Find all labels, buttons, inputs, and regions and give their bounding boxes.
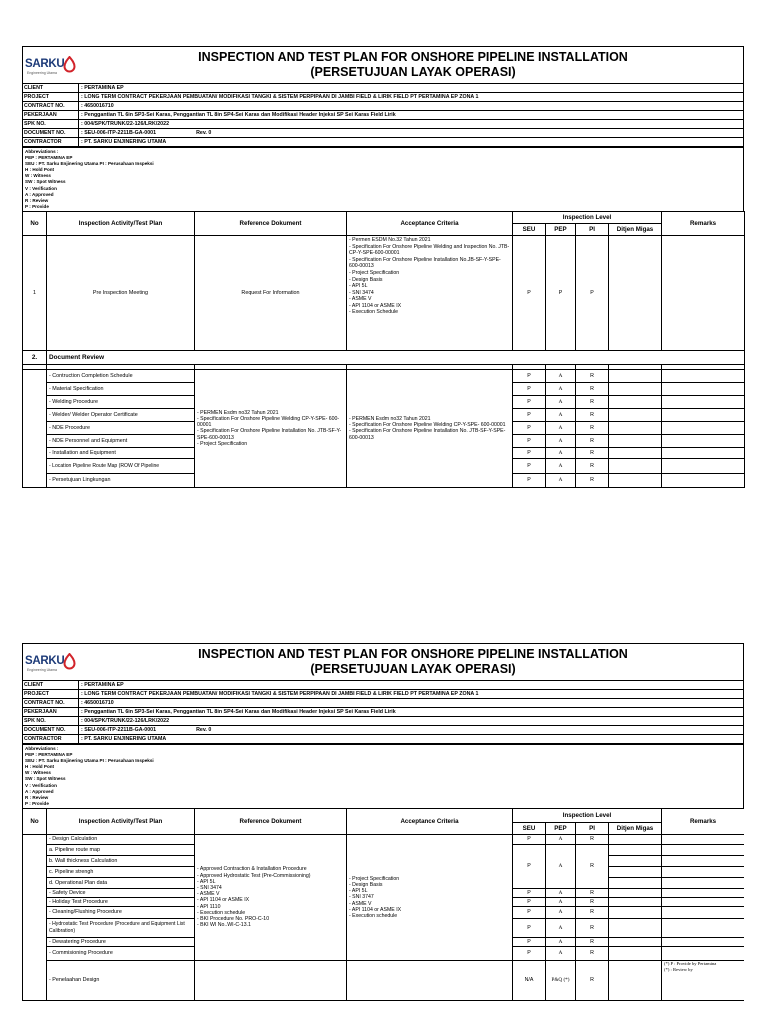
table-row: a. Pipeline route map P A R	[23, 844, 745, 855]
document-info	[22, 83, 744, 147]
info-row-spk: SPK NO. : 004/SPK/TRUNK/22-126/LRK/2022	[23, 717, 743, 726]
document-info	[22, 680, 744, 744]
col-seu: SEU	[513, 223, 546, 235]
table-row: - Welding Procedure P A R	[23, 395, 745, 408]
info-row-contractor: CONTRACTOR : PT. SARKU ENJINERING UTAMA	[23, 735, 743, 744]
col-activity: Inspection Activity/Test Plan	[47, 211, 195, 235]
flame-ring-icon	[63, 56, 76, 73]
info-row-spk: SPK NO. : 004/SPK/TRUNK/22-126/LRK/2022	[23, 120, 743, 129]
table-row: - Installation and Equipment P A R	[23, 447, 745, 458]
document-title: INSPECTION AND TEST PLAN FOR ONSHORE PIPELINE INSTALLATION (PERSETUJUAN LAYAK OPERASI)	[198, 647, 628, 676]
info-row-project: PROJECT : LONG TERM CONTRACT PEKERJAAN PEMBUATAN/ MODIFIKASI TANGKI & SISTEM PERPIPAAN DI JAMBI FIELD & LIRIK FIELD PT PERTAMINA EP ZONA 1	[23, 690, 743, 699]
info-row-contract: CONTRACT NO. : 4650016710	[23, 699, 743, 708]
table-row: - NDE Personnel and Equipment P A R	[23, 434, 745, 447]
info-row-contractor: CONTRACTOR : PT. SARKU ENJINERING UTAMA	[23, 138, 743, 147]
col-acceptance: Acceptance Criteria	[347, 808, 513, 834]
itp-table-page-2	[22, 808, 744, 1001]
document-title: INSPECTION AND TEST PLAN FOR ONSHORE PIPELINE INSTALLATION (PERSETUJUAN LAYAK OPERASI)	[198, 50, 628, 79]
table-row: - Dewatering Procedure P A R	[23, 937, 745, 946]
col-reference: Reference Dokument	[195, 808, 347, 834]
table-row: - Holiday Test Procedure P A R	[23, 897, 745, 906]
table-row: - NDE Procedure P A R	[23, 421, 745, 434]
table-row: 1 Pre Inspection Meeting Request For Information - Permen ESDM No.32 Tahun 2021 - Specification For Onshore Pipeline Welding and Inspection No. JTB-CP-Y-SPE-600-00001 - Specification For Onshore Pipeline Installation No.JB-SF-Y-SPE-600-00013 - Project Specification - Design Basis - API 5L - SNI 3474 - ASME V - API 1104 or ASME IX - Execution Schedule P P P	[23, 235, 745, 350]
table-row: c. Pipeline strengh	[23, 866, 745, 877]
table-row: - Location Pipeline Route Map (ROW Of Pipeline P A R	[23, 458, 745, 473]
abbreviations: Abbreviations : PEP : PERTAMINA EP SEU : PT. Sarku Enjinering Utama PI : Perusahaan Inspeksi H : Hold Pont W : Witness SW : Spot Witness V : Verification A : Approved R : Review P : Provide	[22, 147, 744, 211]
col-seu: SEU	[513, 822, 546, 834]
p2-reference-cell: - Approved Contraction & Installation Procedure - Approved Hydrostatic Test (Pre-Commissioning) - API 5L - SNI 3474 - ASME V - API 1104 or ASME IX - API 1110 - Execution schedule - BKI Procedure No. PRO-C-10 - BKI WI No..WI-C-13.1	[195, 834, 347, 960]
col-reference: Reference Dokument	[195, 211, 347, 235]
col-ditjen: Ditjen Migas	[609, 822, 662, 834]
itp-page-2	[22, 643, 744, 1024]
table-row: b. Wall thickness Calculation	[23, 855, 745, 866]
col-ditjen: Ditjen Migas	[609, 223, 662, 235]
info-row-document: DOCUMENT NO. : SEU-006-ITP-2211B-GA-0001 Rev. 0	[23, 129, 743, 138]
col-inspection-level: Inspection Level	[513, 211, 662, 223]
col-pi: PI	[576, 223, 609, 235]
sarku-logo: SARKU Engineering Utama	[25, 651, 79, 677]
info-row-client: CLIENT : PERTAMINA EP	[23, 681, 743, 690]
p2-acceptance-cell: - Project Specification - Design Basis - API 5L - SNI 3747 - ASME V - API 1104 or ASME IX - Execution schedule	[347, 834, 513, 960]
col-acceptance: Acceptance Criteria	[347, 211, 513, 235]
col-remarks: Remarks	[662, 211, 745, 235]
col-no: No	[23, 808, 47, 834]
col-activity: Inspection Activity/Test Plan	[47, 808, 195, 834]
table-row: - Commisioning Procedure P A R	[23, 946, 745, 960]
abbreviations: Abbreviations : PEP : PERTAMINA EP SEU : PT. Sarku Enjinering Utama PI : Perusahaan Inspeksi H : Hold Pont W : Witness SW : Spot Witness V : Verification A : Approved R : Review P : Provide	[22, 744, 744, 808]
document-header	[22, 643, 744, 680]
info-row-pekerjaan: PEKERJAAN : Penggantian TL 6in SP3-Sei Karas, Penggantian TL 8in SP4-Sei Karas dan Modifikasi Header Injeksi SP Sei Karas Field Lirik	[23, 708, 743, 717]
info-row-project: PROJECT : LONG TERM CONTRACT PEKERJAAN PEMBUATAN/ MODIFIKASI TANGKI & SISTEM PERPIPAAN DI JAMBI FIELD & LIRIK FIELD PT PERTAMINA EP ZONA 1	[23, 93, 743, 102]
flame-ring-icon	[63, 653, 76, 670]
table-row: - Cleaning/Flushing Procedure P A R	[23, 906, 745, 918]
col-pep: PEP	[546, 223, 576, 235]
table-row: - Safety Device P A R	[23, 888, 745, 897]
info-row-contract: CONTRACT NO. : 4650016710	[23, 102, 743, 111]
col-pep: PEP	[546, 822, 576, 834]
col-remarks: Remarks	[662, 808, 744, 834]
table-row: - Material Specification P A R	[23, 382, 745, 395]
table-row: - Hydrostatic Test Procedure (Procedure and Equipment List Calibration) P A R	[23, 918, 745, 937]
sarku-logo: SARKU Engineering Utama	[25, 54, 79, 80]
info-row-document: DOCUMENT NO. : SEU-006-ITP-2211B-GA-0001 Rev. 0	[23, 726, 743, 735]
table-row: - Persetujuan Lingkungan P A R	[23, 473, 745, 487]
table-row: - Design Calculation - Approved Contraction & Installation Procedure - Approved Hydrostatic Test (Pre-Commissioning) - API 5L - SNI 3474 - ASME V - API 1104 or ASME IX - API 1110 - Execution schedule - BKI Procedure No. PRO-C-10 - BKI WI No..WI-C-13.1 - Project Specification - Design Basis - API 5L - SNI 3747 - ASME V - API 1104 or ASME IX - Execution schedule P A R	[23, 834, 745, 844]
table-row: - Welder/ Welder Operator Certificate P A R	[23, 408, 745, 421]
table-row: - Penelaahan Design N/A P&Q (*) R (*) P : Provide by Pertamina (*) : Review by	[23, 960, 745, 1000]
col-no: No	[23, 211, 47, 235]
itp-page-1	[22, 46, 744, 531]
document-header	[22, 46, 744, 83]
info-row-pekerjaan: PEKERJAAN : Penggantian TL 6in SP3-Sei Karas, Penggantian TL 8in SP4-Sei Karas dan Modifikasi Header Injeksi SP Sei Karas Field Lirik	[23, 111, 743, 120]
itp-table-page-1	[22, 211, 745, 488]
doc-reference-cell: - PERMEN Esdm no32 Tahun 2021 - Specification For Onshore Pipeline Welding CP-Y-SPE- 600-00001 - Specification For Onshore Pipeline Installation No. JTB-SF-Y-SPE-600-00013 - Project Specification	[195, 369, 347, 487]
section-row: 2. Document Review	[23, 350, 745, 364]
col-pi: PI	[576, 822, 609, 834]
doc-acceptance-cell: - PERMEN Esdm no32 Tahun 2021 - Specification For Onshore Pipeline Welding CP-Y-SPE- 600-00001 - Specification For Onshore Pipeline Installation No. JTB-SF-Y-SPE-600-00013	[347, 369, 513, 487]
remarks-note: (*) P : Provide by Pertamina (*) : Review by	[662, 960, 744, 1000]
info-row-client: CLIENT : PERTAMINA EP	[23, 84, 743, 93]
col-inspection-level: Inspection Level	[513, 808, 662, 822]
table-row: d. Operational Plan data	[23, 877, 745, 888]
table-row: - Contruction Completion Schedule - PERMEN Esdm no32 Tahun 2021 - Specification For Onshore Pipeline Welding CP-Y-SPE- 600-00001 - Specification For Onshore Pipeline Installation No. JTB-SF-Y-SPE-600-00013 - Project Specification - PERMEN Esdm no32 Tahun 2021 - Specification For Onshore Pipeline Welding CP-Y-SPE- 600-00001 - Specification For Onshore Pipeline Installation No. JTB-SF-Y-SPE-600-00013 P A R	[23, 369, 745, 382]
